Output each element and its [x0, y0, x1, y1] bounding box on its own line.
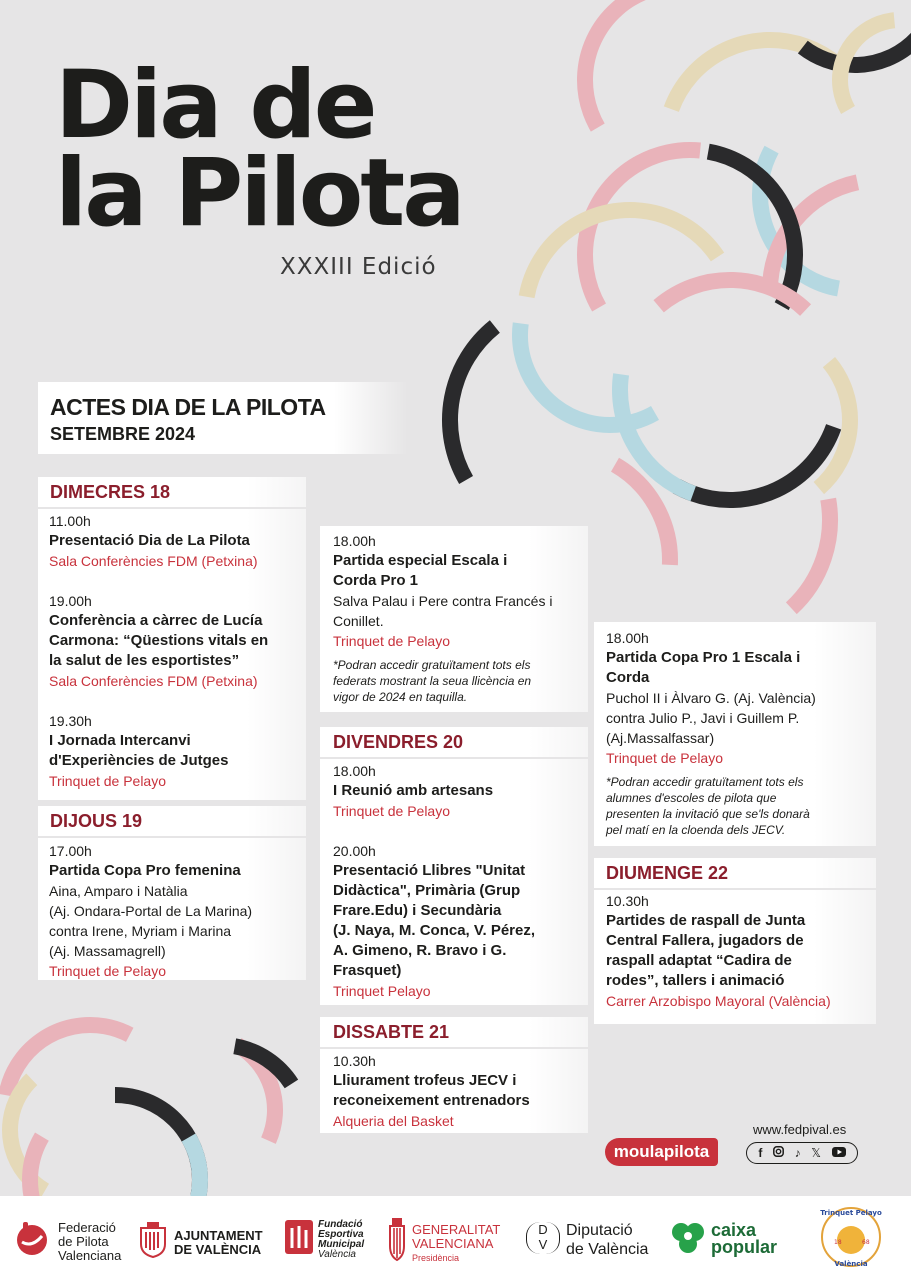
event-time: 11.00h — [49, 513, 91, 529]
coat-of-arms-icon — [138, 1222, 168, 1258]
day-header-diumenge: DIUMENGE 22 — [594, 858, 876, 888]
program-heading — [38, 382, 408, 454]
svg-text:18: 18 — [834, 1239, 842, 1246]
event-name: raspall adaptat “Cadira de — [606, 952, 792, 969]
event-name: Presentació Dia de La Pilota — [49, 532, 250, 549]
poster-title — [55, 51, 463, 248]
event-place: Trinquet de Pelayo — [333, 803, 450, 819]
event-name: Partida Copa Pro femenina — [49, 862, 241, 879]
day-header-dijous: DIJOUS 19 — [38, 806, 306, 836]
event-presentacio-llibres — [333, 841, 588, 1001]
event-copa-femenina — [49, 841, 309, 981]
event-name: I Reunió amb artesans — [333, 782, 494, 799]
event-name: reconeixement entrenadors — [333, 1092, 530, 1109]
day-header-divendres: DIVENDRES 20 — [320, 727, 588, 757]
event-time: 19.30h — [49, 713, 92, 729]
event-name: rodes”, tallers i animació — [606, 972, 785, 989]
moulapilota-logo-dots — [658, 1131, 718, 1137]
fedpival-icon — [14, 1218, 50, 1258]
youtube-icon[interactable] — [832, 1146, 846, 1160]
event-copa-pro-1 — [606, 628, 876, 838]
event-name: Central Fallera, jugadors de — [606, 932, 804, 949]
facebook-icon[interactable]: f — [758, 1146, 763, 1160]
event-time: 18.00h — [333, 533, 376, 549]
event-detail: (Aj. Ondara-Portal de La Marina) — [49, 903, 253, 919]
fdm-icon — [285, 1220, 313, 1254]
social-icons — [746, 1142, 858, 1164]
event-time: 18.00h — [333, 763, 376, 779]
event-detail: contra Irene, Myriam i Marina — [49, 923, 232, 939]
event-note: *Podran accedir gratuïtament tots els federats mostrant la seua llicència en vigor de 2024 en taquilla. — [333, 658, 532, 704]
event-raspall — [606, 891, 876, 1011]
event-detail: Aina, Amparo i Natàlia — [49, 883, 188, 899]
ring-blue-mid — [487, 212, 733, 458]
event-name: I Jornada Intercanvi — [49, 732, 191, 749]
event-name: Partida especial Escala i — [333, 552, 508, 569]
event-place: Carrer Arzobispo Mayoral (València) — [606, 993, 831, 1009]
svg-text:68: 68 — [862, 1239, 870, 1246]
day-header-dissabte: DISSABTE 21 — [320, 1017, 588, 1047]
event-name: Lliurament trofeus JECV i — [333, 1072, 517, 1089]
sponsors-footer: Federació de Pilota Valenciana AJUNTAMENT DE VALÈNCIA Fundació Esportiva Municipal València GENERALITAT VALENCIANA Presidència D V Diputació de València caixa popular Trinquet Pelayo València 18 68 — [0, 1196, 911, 1286]
event-name: Corda Pro 1 — [333, 572, 419, 589]
event-time: 18.00h — [606, 630, 649, 646]
event-name: la salut de les esportistes” — [49, 652, 240, 669]
event-time: 10.30h — [606, 893, 649, 909]
event-note: *Podran accedir gratuïtament tots els alumnes d'escoles de pilota que presenten la invitació que se'ls donarà pel matí en la cloenda dels JECV. — [606, 775, 810, 837]
event-detail: Conillet. — [333, 613, 384, 629]
event-detail: (Aj. Massamagrell) — [49, 943, 166, 959]
event-escala-corda — [333, 531, 588, 705]
day-header-dimecres: DIMECRES 18 — [38, 477, 306, 507]
event-place: Alqueria del Basket — [333, 1113, 454, 1129]
event-place: Trinquet de Pelayo — [606, 750, 723, 766]
event-place: Trinquet de Pelayo — [49, 963, 166, 979]
event-name: Presentació Llibres "Unitat — [333, 862, 526, 879]
event-name: Partida Copa Pro 1 Escala i — [606, 649, 801, 666]
moulapilota-logo: moulapilota — [605, 1138, 718, 1166]
website-link[interactable]: www.fedpival.es — [753, 1122, 847, 1137]
program-heading-date: SETEMBRE 2024 — [50, 424, 196, 444]
event-name: Carmona: “Qüestions vitals en — [49, 632, 269, 649]
event-place: Trinquet de Pelayo — [333, 633, 450, 649]
event-name: Partides de raspall de Junta — [606, 912, 806, 929]
event-lliurament-trofeus — [333, 1051, 588, 1131]
event-detail: Salva Palau i Pere contra Francés i — [333, 593, 553, 609]
diputacio-icon: D V — [526, 1222, 560, 1254]
event-place: Sala Conferències FDM (Petxina) — [49, 673, 258, 689]
trinquet-pelayo-seal — [820, 1200, 882, 1274]
ring-lower-beige — [633, 293, 887, 547]
generalitat-icon — [386, 1216, 408, 1264]
event-name: Frare.Edu) i Secundària — [333, 902, 502, 919]
event-place: Trinquet de Pelayo — [49, 773, 166, 789]
instagram-icon[interactable] — [773, 1146, 784, 1160]
event-name: d'Experiències de Jutges — [49, 752, 229, 769]
event-name: Didàctica", Primària (Grup — [333, 882, 521, 899]
caixa-popular-icon — [671, 1222, 705, 1254]
event-name: Corda — [606, 669, 650, 686]
event-time: 17.00h — [49, 843, 92, 859]
event-time: 19.00h — [49, 593, 92, 609]
svg-text:València: València — [834, 1260, 868, 1268]
svg-text:Trinquet Pelayo: Trinquet Pelayo — [820, 1209, 882, 1217]
event-place: Trinquet Pelayo — [333, 983, 431, 999]
event-place: Sala Conferències FDM (Petxina) — [49, 553, 258, 569]
event-time: 10.30h — [333, 1053, 376, 1069]
trinquet-pelayo-logo — [820, 1200, 882, 1274]
event-time: 20.00h — [333, 843, 376, 859]
event-jornada-jutges — [49, 711, 309, 791]
program-heading-title: ACTES DIA DE LA PILOTA — [50, 394, 326, 420]
event-detail: Puchol II i Àlvaro G. (Aj. València) — [606, 690, 816, 706]
x-icon[interactable]: 𝕏 — [811, 1146, 821, 1160]
title-line-2: la Pilota — [55, 139, 463, 248]
ring-beige-corner — [818, 0, 911, 162]
event-name: Frasquet) — [333, 962, 402, 979]
event-reunio-artesans — [333, 761, 588, 821]
event-detail: (Aj.Massalfassar) — [606, 730, 715, 746]
title-line-1: Dia de — [55, 51, 375, 160]
tiktok-icon[interactable]: ♪ — [794, 1146, 801, 1160]
event-name: A. Gimeno, R. Bravo i G. — [333, 942, 507, 959]
event-name: (J. Naya, M. Conca, V. Pérez, — [333, 922, 536, 939]
event-conferencia — [49, 591, 309, 691]
event-detail: contra Julio P., Javi i Guillem P. — [606, 710, 800, 726]
event-name: Conferència a càrrec de Lucía — [49, 612, 263, 629]
edition-label: XXXIII Edició — [280, 254, 437, 280]
event-presentacio — [49, 511, 309, 571]
